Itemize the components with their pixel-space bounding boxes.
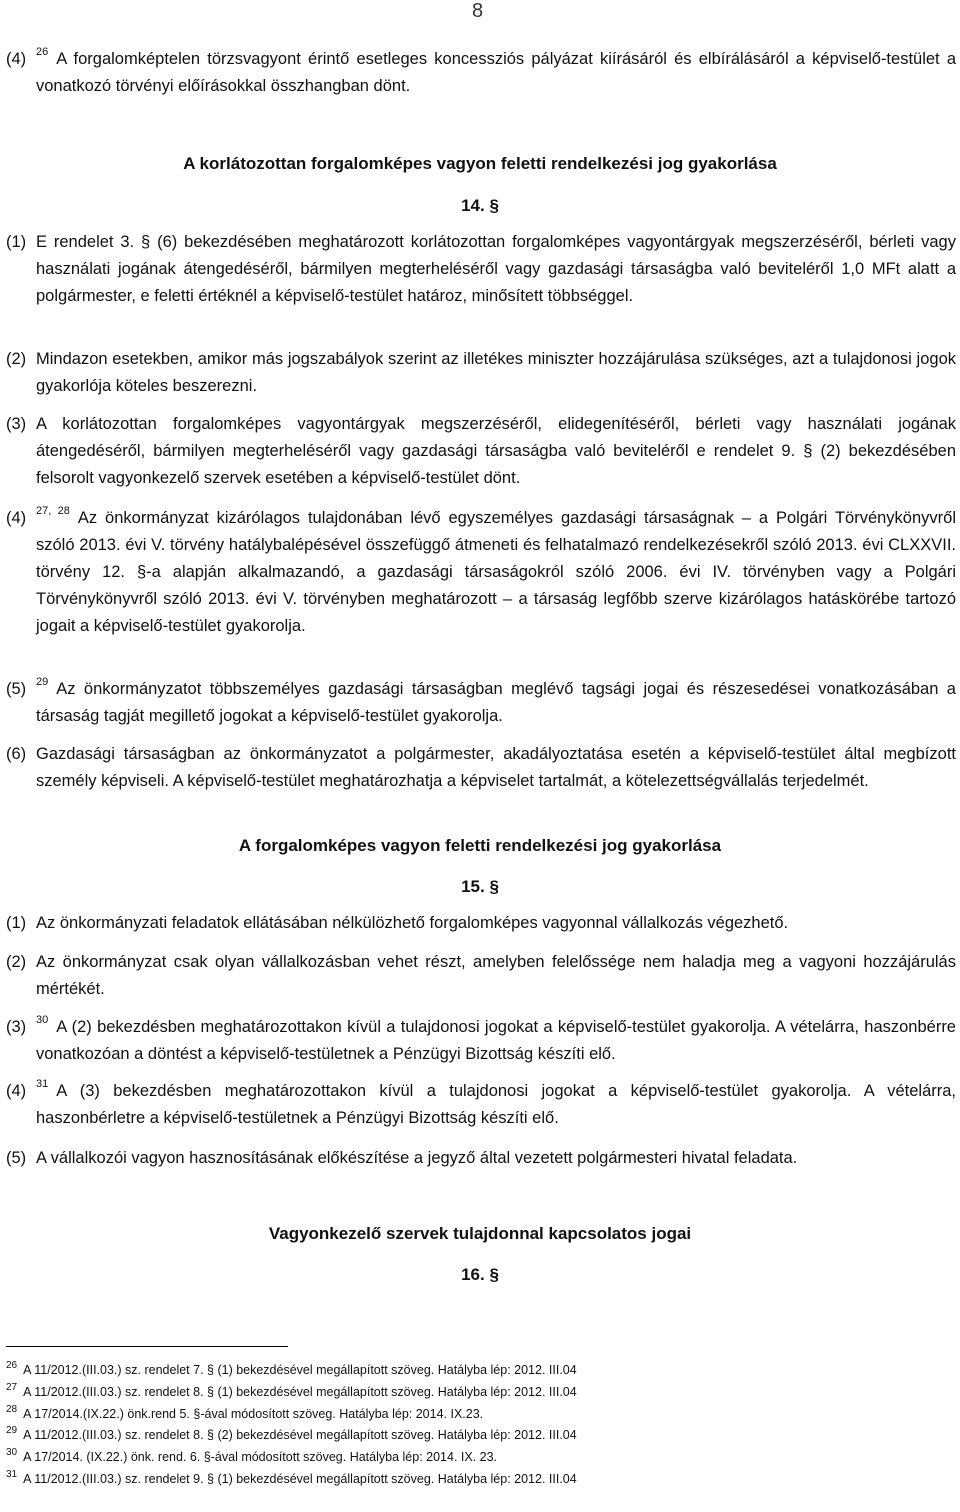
paragraph-text: A forgalomképtelen törzsvagyont érintő esetleges koncessziós pályázat kiírásáról és elbírálásáról a képviselő-testület a vonatkozó törvényi előírásokkal összhangban dönt.	[36, 50, 956, 95]
paragraph-text: Az önkormányzati feladatok ellátásában nélkülözhető forgalomképes vagyonnal vállalkozás végezhető.	[36, 914, 789, 932]
footnote-27	[6, 1382, 956, 1404]
page-number: 8	[472, 0, 484, 22]
paragraph-14-5	[6, 676, 956, 730]
paragraph-15-2	[6, 949, 956, 1003]
footnote-number: 27	[6, 1381, 18, 1393]
paragraph-text: E rendelet 3. § (6) bekezdésében meghatározott korlátozottan forgalomképes vagyontárgyak megszerzéséről, bérleti vagy használati jogának átengedéséről, bármilyen megterheléséről vagy gazdasági társaságba való beviteléről 1,0 MFt alatt a polgármester, e feletti értéknél a képviselő-testület határoz, minősített többséggel.	[36, 233, 956, 305]
paragraph-text: Az önkormányzatot többszemélyes gazdasági társaságban meglévő tagsági jogai és részesedései vonatkozásában a társaság tagját megillető jogokat a képviselő-testület gyakorolja.	[36, 680, 956, 725]
footnote-28	[6, 1404, 956, 1426]
paragraph-number: (1)	[6, 233, 27, 251]
footnote-30	[6, 1447, 956, 1469]
paragraph-15-3	[6, 1014, 956, 1068]
heading-restricted-assets: A korlátozottan forgalomképes vagyon feletti rendelkezési jog gyakorlása	[183, 154, 777, 173]
footnote-ref: 27, 28	[36, 505, 70, 517]
footnote-text: A 11/2012.(III.03.) sz. rendelet 8. § (2) bekezdésével megállapított szöveg. Hatályba lép: 2012. III.04	[23, 1428, 577, 1443]
footnote-number: 26	[6, 1360, 18, 1371]
paragraph-14-3	[6, 411, 956, 492]
section-14-title: 14. §	[461, 196, 499, 215]
footnote-31	[6, 1469, 956, 1491]
paragraph-number: (4)	[6, 50, 27, 68]
footnote-ref: 26	[36, 46, 49, 58]
paragraph-number: (3)	[6, 415, 27, 433]
paragraph-number: (3)	[6, 1018, 27, 1036]
paragraph-top-4	[6, 46, 956, 100]
paragraph-number: (2)	[6, 953, 27, 971]
footnote-ref: 31	[36, 1078, 49, 1090]
heading-asset-managers: Vagyonkezelő szervek tulajdonnal kapcsolatos jogai	[268, 1224, 692, 1243]
section-16-title: 16. §	[461, 1265, 499, 1284]
paragraph-number: (1)	[6, 914, 27, 932]
footnote-number: 31	[6, 1468, 18, 1480]
footnote-number: 28	[6, 1403, 18, 1415]
paragraph-text: Az önkormányzat csak olyan vállalkozásban vehet részt, amelyben felelőssége nem haladja meg a vagyoni hozzájárulás mértékét.	[36, 953, 956, 998]
paragraph-text: Gazdasági társaságban az önkormányzatot a polgármester, akadályoztatása esetén a képviselő-testület által megbízott személy képviseli. A képviselő-testület meghatározhatja a képviselet tartalmát, a kötelezettségvállalás terjedelmét.	[36, 745, 956, 790]
paragraph-number: (4)	[6, 1082, 27, 1100]
paragraph-14-6	[6, 741, 956, 795]
footnote-text: A 11/2012.(III.03.) sz. rendelet 8. § (1) bekezdésével megállapított szöveg. Hatályba lép: 2012. III.04	[23, 1384, 577, 1399]
footnote-text: A 11/2012.(III.03.) sz. rendelet 7. § (1) bekezdésével megállapított szöveg. Hatályba lép: 2012. III.04	[23, 1363, 577, 1377]
footnote-ref: 29	[36, 676, 49, 688]
paragraph-15-4	[6, 1078, 956, 1132]
paragraph-number: (2)	[6, 350, 27, 368]
heading-marketable-assets: A forgalomképes vagyon feletti rendelkezési jog gyakorlása	[238, 836, 722, 855]
paragraph-14-4	[6, 505, 956, 640]
paragraph-number: (4)	[6, 509, 27, 527]
footnote-ref: 30	[36, 1014, 49, 1026]
paragraph-text: A korlátozottan forgalomképes vagyontárgyak megszerzéséről, elidegenítéséről, bérleti vagy használati jogának átengedéséről, bármilyen megterheléséről vagy gazdasági társaságba való beviteléről e rendelet 9. § (2) bekezdésében felsorolt vagyonkezelő szervek esetében a képviselő-testület dönt.	[36, 415, 956, 487]
paragraph-text: Mindazon esetekben, amikor más jogszabályok szerint az illetékes miniszter hozzájárulása szükséges, azt a tulajdonosi jogok gyakorlója köteles beszerezni.	[36, 350, 956, 395]
footnote-number: 30	[6, 1447, 18, 1459]
paragraph-14-2	[6, 346, 956, 400]
section-15-title: 15. §	[461, 877, 499, 896]
paragraph-text: A vállalkozói vagyon hasznosításának előkészítése a jegyző által vezetett polgármesteri hivatal feladata.	[36, 1149, 798, 1167]
footnote-text: A 17/2014.(IX.22.) önk.rend 5. §-ával módosított szöveg. Hatályba lép: 2014. IX.23.	[23, 1406, 484, 1421]
footnote-number: 29	[6, 1425, 18, 1437]
paragraph-number: (5)	[6, 1149, 27, 1167]
footnote-26	[6, 1360, 956, 1382]
footnote-divider	[6, 1346, 288, 1347]
footnote-text: A 11/2012.(III.03.) sz. rendelet 9. § (1) bekezdésével megállapított szöveg. Hatályba lép: 2012. III.04	[23, 1471, 577, 1486]
footnote-text: A 17/2014. (IX.22.) önk. rend. 6. §-ával módosított szöveg. Hatályba lép: 2014. IX. 23.	[23, 1450, 498, 1465]
paragraph-number: (6)	[6, 745, 27, 763]
footnotes	[6, 1360, 956, 1491]
paragraph-15-5	[6, 1145, 956, 1172]
paragraph-text: A (2) bekezdésben meghatározottakon kívül a tulajdonosi jogokat a képviselő-testület gyakorolja. A vételárra, haszonbérre vonatkozóan a döntést a képviselő-testületnek a Pénzügyi Bizottság készíti elő.	[36, 1018, 956, 1063]
paragraph-14-1	[6, 229, 956, 310]
footnote-29	[6, 1425, 956, 1447]
paragraph-text: Az önkormányzat kizárólagos tulajdonában lévő egyszemélyes gazdasági társaságnak – a Polgári Törvénykönyvről szóló 2013. évi V. törvény hatálybalépésével összefüggő átmeneti és felhatalmazó rendelkezésekről szóló 2013. évi CLXXVII. törvény 12. §-a alapján alkalmazandó, a gazdasági társaságokról szóló 2006. évi IV. törvényben vagy a Polgári Törvénykönyvről szóló 2013. évi V. törvényben meghatározott – a társaság legfőbb szerve kizárólagos hatáskörébe tartozó jogait a képviselő-testület gyakorolja.	[36, 509, 956, 635]
paragraph-text: A (3) bekezdésben meghatározottakon kívül a tulajdonosi jogokat a képviselő-testület gyakorolja. A vételárra, haszonbérletre a képviselő-testületnek a Pénzügyi Bizottság készíti elő.	[36, 1082, 956, 1127]
paragraph-number: (5)	[6, 680, 27, 698]
paragraph-15-1	[6, 910, 956, 937]
